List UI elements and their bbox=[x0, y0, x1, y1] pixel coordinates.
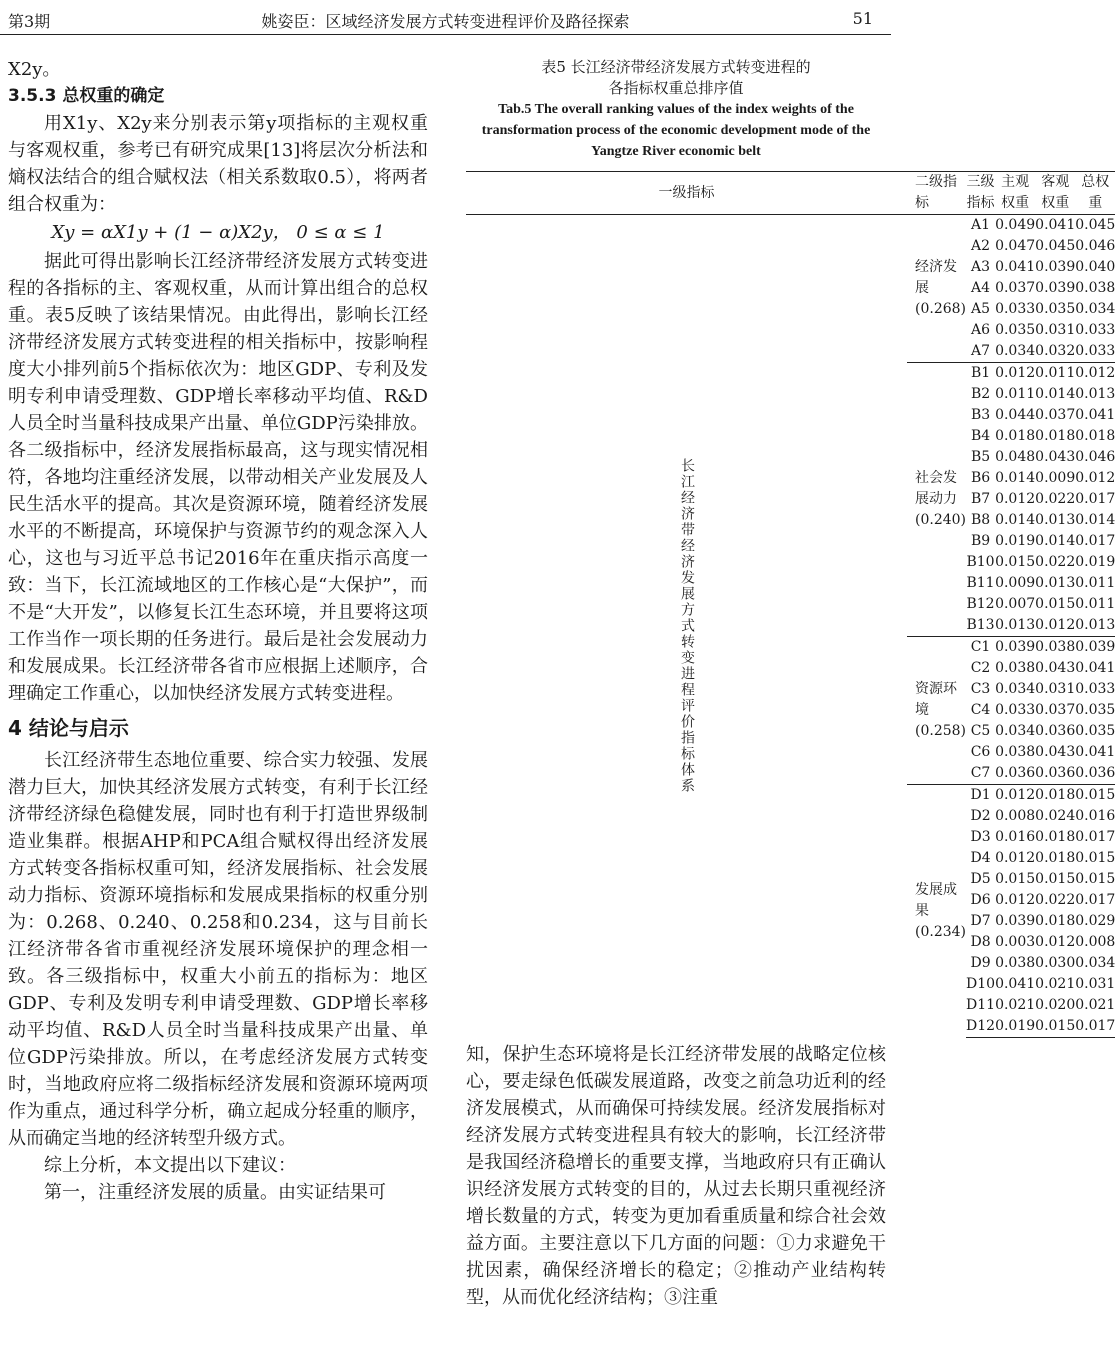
weight-value: 0.039 bbox=[1035, 259, 1076, 275]
level2-cell bbox=[907, 363, 966, 637]
page-number: 51 bbox=[852, 9, 873, 28]
weight-value: 0.033 bbox=[1075, 343, 1115, 359]
indicator-code: A6 bbox=[971, 322, 991, 338]
weight-value: 0.031 bbox=[1075, 976, 1115, 992]
weight-value: 0.015 bbox=[1075, 785, 1115, 807]
indicator-code: C5 bbox=[970, 723, 991, 739]
weight-value: 0.037 bbox=[1035, 407, 1076, 423]
paragraph: 知，保护生态环境将是长江经济带发展的战略定位核心，要走绿色低碳发展道路，改变之前急功近利的经济发展模式，从而确保可持续发展。经济发展指标对经济发展方式转变进程具有较大的影响，长江经济带是我国经济稳增长的重要支撑，当地政府只有正确认识经济发展方式转变的目的，从过去长期只重视经济增长数量的方式，转变为更加看重质量和综合社会效益方面。主要注意以下几方面的问题：①力求避免干扰因素，确保经济增长的稳定；②推动产业结构转型，从而优化经济结构；③注重 bbox=[466, 1044, 886, 1308]
paragraph: 长江经济带生态地位重要、综合实力较强、发展潜力巨大，加快其经济发展方式转变，有利于长江经济带经济绿色稳健发展，同时也有利于打造世界级制造业集群。根据AHP和PCA组合赋权得出经济发展方式转变各指标权重可知，经济发展指标、社会发展动力指标、资源环境指标和发展成果指标的权重分别为：0.268、0.240、0.258和0.234，这与目前长江经济带各省市重视经济发展环境保护的理念相一致。各三级指标中，权重大小前五的指标为：地区GDP、专利及发明专利申请受理数、GDP增长率移动平均值、R&D人员全时当量科技成果产出量、单位GDP污染排放。所以，在考虑经济发展方式转变时，当地政府应将二级指标经济发展和资源环境两项作为重点，通过科学分析，确立起成分轻重的顺序，从而确定当地的经济转型升级方式。 bbox=[8, 750, 428, 1149]
table-header-row bbox=[466, 172, 1115, 215]
weight-value: 0.012 bbox=[995, 491, 1036, 507]
weight-value: 0.043 bbox=[1035, 660, 1076, 676]
indicator-code: C1 bbox=[966, 637, 995, 659]
weight-value: 0.041 bbox=[1075, 660, 1115, 676]
indicator-code: D3 bbox=[970, 829, 991, 845]
weight-value: 0.014 bbox=[1075, 512, 1115, 528]
header-cell: 三级指标 bbox=[966, 172, 995, 215]
indicator-code: B12 bbox=[966, 596, 995, 612]
weight-value: 0.018 bbox=[1035, 850, 1076, 866]
weight-value: 0.018 bbox=[995, 428, 1036, 444]
level2-weight: (0.258) bbox=[915, 723, 967, 739]
weight-value: 0.036 bbox=[1035, 765, 1076, 781]
indicator-code: B3 bbox=[970, 407, 991, 423]
weight-value: 0.048 bbox=[995, 449, 1036, 465]
level2-cell bbox=[907, 785, 966, 1038]
weight-value: 0.021 bbox=[1075, 997, 1115, 1013]
weight-value: 0.032 bbox=[1035, 343, 1076, 359]
weight-value: 0.012 bbox=[1035, 934, 1076, 950]
paragraph: 第一，注重经济发展的质量。由实证结果可 bbox=[44, 1182, 386, 1203]
weight-value: 0.039 bbox=[995, 913, 1036, 929]
weight-value: 0.038 bbox=[1035, 637, 1075, 659]
header-cell: 一级指标 bbox=[466, 172, 907, 215]
weight-value: 0.017 bbox=[1075, 1016, 1115, 1038]
header-rule bbox=[0, 34, 891, 35]
weight-value: 0.003 bbox=[995, 934, 1036, 950]
indicator-code: A4 bbox=[971, 280, 991, 296]
weight-value: 0.012 bbox=[1075, 470, 1115, 486]
weight-value: 0.012 bbox=[995, 850, 1036, 866]
level2-cell bbox=[907, 637, 966, 785]
weight-value: 0.012 bbox=[1075, 363, 1115, 385]
weight-value: 0.017 bbox=[1075, 829, 1115, 845]
level2-name: 资源环境 bbox=[915, 681, 957, 718]
weight-value: 0.033 bbox=[1075, 322, 1115, 338]
formula: Xy = αX1y + (1 − α)X2y， 0 ≤ α ≤ 1 bbox=[51, 222, 385, 243]
indicator-code: B9 bbox=[970, 533, 991, 549]
weight-value: 0.040 bbox=[1075, 259, 1115, 275]
indicator-code: A5 bbox=[971, 301, 991, 317]
level2-weight: (0.234) bbox=[915, 923, 967, 940]
weight-value: 0.014 bbox=[1035, 533, 1076, 549]
weight-value: 0.046 bbox=[1075, 238, 1115, 254]
weight-value: 0.047 bbox=[995, 238, 1036, 254]
weight-value: 0.041 bbox=[1075, 744, 1115, 760]
weight-value: 0.019 bbox=[995, 1016, 1035, 1038]
weight-value: 0.034 bbox=[995, 681, 1036, 697]
weight-value: 0.019 bbox=[995, 533, 1036, 549]
indicator-code: B11 bbox=[966, 575, 995, 591]
indicator-code: B6 bbox=[970, 470, 991, 486]
weight-value: 0.011 bbox=[1035, 363, 1075, 385]
weight-value: 0.046 bbox=[1075, 449, 1115, 465]
weight-value: 0.034 bbox=[995, 723, 1036, 739]
issue-number: 第3期 bbox=[8, 12, 51, 31]
table-caption bbox=[466, 57, 886, 162]
weight-value: 0.008 bbox=[995, 808, 1036, 824]
weight-value: 0.033 bbox=[1075, 681, 1115, 697]
level2-weight: (0.240) bbox=[915, 512, 967, 528]
weight-value: 0.015 bbox=[1075, 850, 1115, 866]
weight-value: 0.017 bbox=[1075, 533, 1115, 549]
indicator-code: A1 bbox=[971, 217, 991, 233]
indicator-code: D4 bbox=[970, 850, 991, 866]
weight-value: 0.037 bbox=[1035, 702, 1076, 718]
weight-value: 0.015 bbox=[995, 871, 1036, 887]
weight-value: 0.012 bbox=[1035, 617, 1076, 633]
section-heading-4: 4 结论与启示 bbox=[8, 716, 129, 740]
indicator-code: B13 bbox=[966, 617, 995, 633]
weight-value: 0.015 bbox=[1035, 1016, 1075, 1038]
level2-name: 经济发展 bbox=[915, 259, 957, 296]
level2-cell bbox=[907, 215, 966, 363]
weight-value: 0.033 bbox=[995, 301, 1036, 317]
caption-cn-line-2: 各指标权重总排序值 bbox=[608, 79, 744, 97]
weight-value: 0.018 bbox=[1075, 428, 1115, 444]
weight-value: 0.009 bbox=[995, 575, 1036, 591]
weight-value: 0.034 bbox=[995, 343, 1036, 359]
indicator-code: D7 bbox=[970, 913, 991, 929]
level2-weight: (0.268) bbox=[915, 301, 967, 317]
indicator-code: D12 bbox=[966, 1016, 995, 1038]
indicator-code: C7 bbox=[970, 765, 991, 781]
weight-value: 0.013 bbox=[1075, 386, 1115, 402]
indicator-code: D5 bbox=[970, 871, 991, 887]
weight-value: 0.014 bbox=[1035, 386, 1076, 402]
indicator-code: D11 bbox=[966, 997, 996, 1013]
weight-value: 0.013 bbox=[1035, 575, 1076, 591]
weight-value: 0.017 bbox=[1075, 491, 1115, 507]
weight-value: 0.038 bbox=[995, 955, 1036, 971]
weight-value: 0.011 bbox=[1075, 575, 1115, 591]
weight-value: 0.022 bbox=[1035, 491, 1076, 507]
weight-value: 0.039 bbox=[995, 637, 1035, 659]
weight-value: 0.012 bbox=[995, 892, 1036, 908]
weight-value: 0.035 bbox=[1035, 301, 1076, 317]
caption-en: Tab.5 The overall ranking values of the index weights of the transformation process of the economic development mode of the Yangtze River economic belt bbox=[481, 102, 871, 159]
header-cell: 二级指标 bbox=[907, 172, 966, 215]
weight-value: 0.041 bbox=[1075, 407, 1115, 423]
indicator-code: B2 bbox=[970, 386, 991, 402]
running-header bbox=[0, 0, 891, 36]
weight-value: 0.034 bbox=[1075, 301, 1115, 317]
weight-value: 0.041 bbox=[995, 259, 1036, 275]
indicator-code: B4 bbox=[970, 428, 991, 444]
weight-value: 0.013 bbox=[1035, 512, 1076, 528]
weight-value: 0.030 bbox=[1035, 955, 1076, 971]
weight-value: 0.036 bbox=[1035, 723, 1076, 739]
indicator-code: B7 bbox=[970, 491, 991, 507]
weight-value: 0.035 bbox=[1075, 702, 1115, 718]
indicator-code: D8 bbox=[970, 934, 991, 950]
weight-value: 0.031 bbox=[1035, 681, 1076, 697]
weight-value: 0.044 bbox=[995, 407, 1036, 423]
weight-value: 0.037 bbox=[995, 280, 1036, 296]
indicator-code: C2 bbox=[970, 660, 991, 676]
section-heading-3-5-3: 3.5.3 总权重的确定 bbox=[8, 86, 165, 106]
weight-value: 0.035 bbox=[995, 322, 1036, 338]
weight-value: 0.038 bbox=[995, 744, 1036, 760]
weight-value: 0.022 bbox=[1035, 892, 1076, 908]
indicator-code: A3 bbox=[971, 259, 991, 275]
weight-value: 0.021 bbox=[1035, 976, 1076, 992]
weight-value: 0.012 bbox=[995, 363, 1035, 385]
indicator-code: D6 bbox=[970, 892, 991, 908]
weight-value: 0.021 bbox=[995, 997, 1036, 1013]
table-row bbox=[466, 215, 1115, 237]
header-cell: 客观权重 bbox=[1035, 172, 1075, 215]
weight-value: 0.014 bbox=[995, 512, 1036, 528]
weight-value: 0.016 bbox=[995, 829, 1036, 845]
weight-value: 0.041 bbox=[1035, 217, 1076, 233]
paragraph: 综上分析，本文提出以下建议： bbox=[44, 1155, 296, 1176]
weight-value: 0.018 bbox=[1035, 829, 1076, 845]
weight-value: 0.015 bbox=[1075, 871, 1115, 887]
weight-value: 0.011 bbox=[995, 386, 1036, 402]
weight-value: 0.036 bbox=[995, 765, 1036, 781]
indicator-code: B8 bbox=[970, 512, 991, 528]
weight-value: 0.015 bbox=[1035, 871, 1076, 887]
header-cell: 主观权重 bbox=[995, 172, 1035, 215]
paragraph: 用X1y、X2y来分别表示第y项指标的主观权重与客观权重，参考已有研究成果[13]将层次分析法和熵权法结合的组合赋权法（相关系数取0.5），将两者组合权重为： bbox=[8, 113, 428, 215]
indicator-code: D1 bbox=[966, 785, 995, 807]
indicator-code: D9 bbox=[970, 955, 991, 971]
indicator-code: C3 bbox=[970, 681, 991, 697]
weight-value: 0.011 bbox=[1075, 596, 1115, 612]
weight-value: 0.043 bbox=[1035, 744, 1076, 760]
weight-value: 0.017 bbox=[1075, 892, 1115, 908]
indicator-code: B1 bbox=[966, 363, 995, 385]
weight-value: 0.015 bbox=[1035, 596, 1076, 612]
weight-value: 0.039 bbox=[1035, 280, 1076, 296]
indicator-code: B5 bbox=[970, 449, 991, 465]
indicator-code: D2 bbox=[970, 808, 991, 824]
weight-value: 0.022 bbox=[1035, 554, 1076, 570]
weight-value: 0.018 bbox=[1035, 428, 1076, 444]
weight-value: 0.031 bbox=[1035, 322, 1076, 338]
weight-value: 0.045 bbox=[1035, 238, 1076, 254]
weight-value: 0.029 bbox=[1075, 913, 1115, 929]
weight-value: 0.039 bbox=[1075, 637, 1115, 659]
weight-value: 0.035 bbox=[1075, 723, 1115, 739]
weight-value: 0.034 bbox=[1075, 955, 1115, 971]
weight-value: 0.015 bbox=[995, 554, 1036, 570]
header-cell: 总权重 bbox=[1075, 172, 1115, 215]
indicator-code: C6 bbox=[970, 744, 991, 760]
weight-value: 0.013 bbox=[995, 617, 1036, 633]
weight-value: 0.045 bbox=[1075, 217, 1115, 233]
weight-value: 0.049 bbox=[995, 217, 1036, 233]
weight-value: 0.008 bbox=[1075, 934, 1115, 950]
weight-value: 0.018 bbox=[1035, 913, 1076, 929]
weight-value: 0.007 bbox=[995, 596, 1036, 612]
weight-value: 0.013 bbox=[1075, 617, 1115, 633]
weight-value: 0.009 bbox=[1035, 470, 1076, 486]
level1-cell bbox=[466, 215, 907, 1038]
indicator-code: A7 bbox=[971, 343, 991, 359]
indicator-code: B10 bbox=[966, 554, 995, 570]
weight-value: 0.043 bbox=[1035, 449, 1076, 465]
weight-value: 0.024 bbox=[1035, 808, 1076, 824]
paragraph: 据此可得出影响长江经济带经济发展方式转变进程的各指标的主、客观权重，从而计算出组合的总权重。表5反映了该结果情况。由此得出，影响长江经济带经济发展方式转变进程的相关指标中，按影响程度大小排列前5个指标依次为：地区GDP、专利及发明专利申请受理数、GDP增长率移动平均值、R&D人员全时当量科技成果产出量、单位GDP污染排放。各二级指标中，经济发展指标最高，这与现实情况相符，各地均注重经济发展，以带动相关产业发展及人民生活水平的提高。其次是资源环境，随着经济发展水平的不断提高，环境保护与资源节约的观念深入人心，这也与习近平总书记2016年在重庆指示高度一致：当下，长江流域地区的工作核心是“大保护”，而不是“大开发”，以修复长江生态环境，并且要将这项工作当作一项长期的任务进行。最后是社会发展动力和发展成果。长江经济带各省市应根据上述顺序，合理确定工作重心，以加快经济发展方式转变进程。 bbox=[8, 251, 428, 704]
weights-table bbox=[466, 171, 1115, 1038]
weight-value: 0.038 bbox=[1075, 280, 1115, 296]
weight-value: 0.038 bbox=[995, 660, 1036, 676]
weight-value: 0.016 bbox=[1075, 808, 1115, 824]
weight-value: 0.012 bbox=[995, 785, 1035, 807]
weight-value: 0.018 bbox=[1035, 785, 1075, 807]
caption-cn-line-1: 表5 长江经济带经济发展方式转变进程的 bbox=[541, 58, 811, 76]
level1-label: 长江经济带经济发展方式转变进程评价指标体系 bbox=[679, 458, 695, 795]
weight-value: 0.014 bbox=[995, 470, 1036, 486]
indicator-code: A2 bbox=[971, 238, 991, 254]
weight-value: 0.033 bbox=[995, 702, 1036, 718]
running-title: 姚姿臣：区域经济发展方式转变进程评价及路径探索 bbox=[261, 12, 630, 31]
indicator-code: D10 bbox=[966, 976, 996, 992]
left-column bbox=[8, 56, 428, 1206]
fragment-line: X2y。 bbox=[8, 59, 61, 80]
level2-name: 发展成果 bbox=[915, 881, 957, 919]
weight-value: 0.036 bbox=[1075, 765, 1115, 781]
indicator-code: C4 bbox=[970, 702, 991, 718]
right-column bbox=[466, 1041, 886, 1311]
weight-value: 0.041 bbox=[995, 976, 1036, 992]
level2-name: 社会发展动力 bbox=[915, 470, 957, 507]
weight-value: 0.019 bbox=[1075, 554, 1115, 570]
weight-value: 0.020 bbox=[1035, 997, 1076, 1013]
